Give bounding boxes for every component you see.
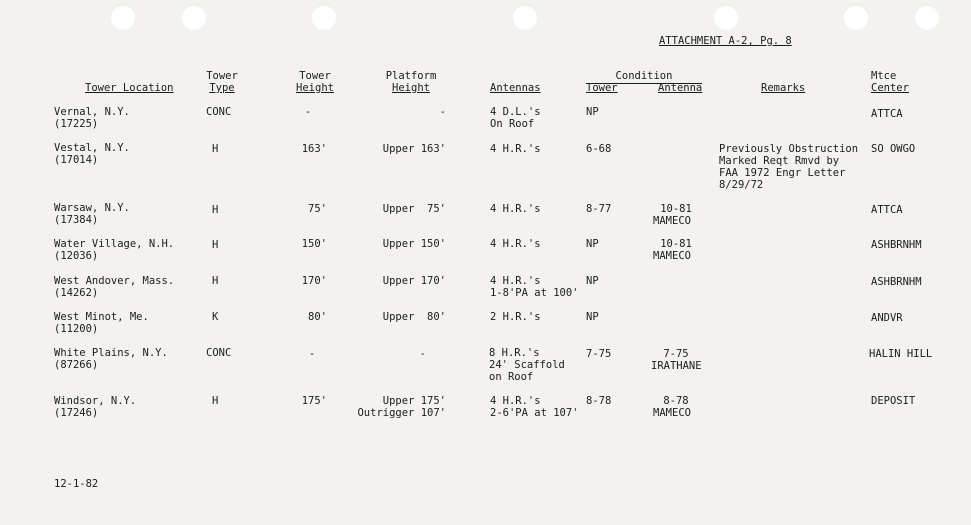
cell-location: Vestal, N.Y. xyxy=(54,142,130,154)
cell-condition-antenna: 10-81 xyxy=(660,203,692,215)
cell-condition-tower: 6-68 xyxy=(586,143,612,155)
punch-hole xyxy=(843,4,869,30)
header-condition-antenna: Antenna xyxy=(658,82,703,94)
cell-tower-height: 175' xyxy=(301,395,327,407)
cell-tower-height: 150' xyxy=(301,238,327,250)
cell-condition-antenna-line2: MAMECO xyxy=(653,215,691,227)
cell-mtce-center: ATTCA xyxy=(871,108,903,120)
cell-remarks-line4: 8/29/72 xyxy=(719,179,764,191)
cell-platform-height: Upper 163' xyxy=(382,143,446,155)
cell-tower-height: 80' xyxy=(308,311,327,323)
cell-tower-type: H xyxy=(212,204,219,216)
cell-location: Water Village, N.H. xyxy=(54,238,175,250)
cell-tower-height: 75' xyxy=(308,203,327,215)
cell-location: Vernal, N.Y. xyxy=(54,106,130,118)
cell-condition-tower: NP xyxy=(586,275,599,287)
cell-platform-height: Upper 75' xyxy=(382,203,446,215)
cell-antennas-line2: On Roof xyxy=(490,118,535,130)
cell-platform-height-line2: Outrigger 107' xyxy=(357,407,446,419)
cell-location-id: (87266) xyxy=(54,359,99,371)
punch-hole xyxy=(311,4,337,30)
cell-condition-tower: NP xyxy=(586,106,599,118)
cell-tower-height: - xyxy=(308,348,316,360)
cell-tower-type: CONC xyxy=(206,106,232,118)
cell-mtce-center: DEPOSIT xyxy=(871,395,916,407)
cell-location-id: (17384) xyxy=(54,214,99,226)
cell-antennas: 4 H.R.'s xyxy=(490,275,541,287)
header-tower-location: Tower Location xyxy=(85,82,174,94)
cell-antennas-line2: 24' Scaffold xyxy=(489,359,565,371)
cell-location-id: (11200) xyxy=(54,323,99,335)
cell-location-id: (17014) xyxy=(54,154,99,166)
cell-platform-height: Upper 170' xyxy=(382,275,446,287)
cell-tower-type: H xyxy=(212,275,219,287)
cell-condition-tower: 8-78 xyxy=(586,395,612,407)
cell-antennas-line3: on Roof xyxy=(489,371,534,383)
cell-antennas: 4 H.R.'s xyxy=(490,395,541,407)
cell-antennas: 4 H.R.'s xyxy=(490,143,541,155)
cell-platform-height: Upper 80' xyxy=(382,311,446,323)
cell-location: West Andover, Mass. xyxy=(54,275,175,287)
cell-tower-type: H xyxy=(212,395,219,407)
punch-hole xyxy=(512,4,538,30)
cell-condition-antenna: 10-81 xyxy=(660,238,692,250)
cell-antennas-line2: 1-8'PA at 100' xyxy=(490,287,579,299)
cell-condition-antenna: 8-78 xyxy=(663,395,689,407)
header-mtce-center-line1: Mtce xyxy=(871,70,897,82)
cell-mtce-center: ASHBRNHM xyxy=(871,276,922,288)
cell-antennas: 8 H.R.'s xyxy=(489,347,540,359)
header-condition-tower: Tower xyxy=(586,82,618,94)
header-tower-type-line2: Type xyxy=(209,82,235,94)
header-tower-height-line1: Tower xyxy=(299,70,331,82)
cell-condition-antenna-line2: MAMECO xyxy=(653,407,691,419)
header-remarks: Remarks xyxy=(761,82,806,94)
cell-condition-tower: NP xyxy=(586,238,599,250)
cell-tower-type: H xyxy=(212,143,219,155)
cell-condition-tower: NP xyxy=(586,311,599,323)
punch-hole xyxy=(713,4,739,30)
cell-remarks-line2: Marked Reqt Rmvd by xyxy=(719,155,840,167)
cell-platform-height: - xyxy=(419,348,426,360)
cell-platform-height: - xyxy=(439,106,446,118)
punch-hole xyxy=(110,4,136,30)
cell-mtce-center: ATTCA xyxy=(871,204,903,216)
cell-location: Warsaw, N.Y. xyxy=(54,202,130,214)
cell-location-id: (17225) xyxy=(54,118,99,130)
cell-antennas: 4 H.R.'s xyxy=(490,238,541,250)
cell-remarks: Previously Obstruction xyxy=(719,143,859,155)
cell-tower-height: - xyxy=(304,106,312,118)
cell-location-id: (14262) xyxy=(54,287,99,299)
cell-mtce-center: HALIN HILL xyxy=(869,348,933,360)
header-antennas: Antennas xyxy=(490,82,541,94)
header-tower-height-line2: Height xyxy=(296,82,334,94)
cell-location: White Plains, N.Y. xyxy=(54,347,168,359)
cell-location-id: (12036) xyxy=(54,250,99,262)
header-platform-height-line2: Height xyxy=(392,82,430,94)
footer-date: 12-1-82 xyxy=(54,478,99,490)
punch-hole xyxy=(181,4,207,30)
cell-location-id: (17246) xyxy=(54,407,99,419)
cell-platform-height: Upper 150' xyxy=(382,238,446,250)
cell-location: Windsor, N.Y. xyxy=(54,395,137,407)
cell-mtce-center: ANDVR xyxy=(871,312,903,324)
cell-tower-height: 163' xyxy=(301,143,327,155)
header-mtce-center-line2: Center xyxy=(871,82,909,94)
cell-antennas-line2: 2-6'PA at 107' xyxy=(490,407,579,419)
page-header: ATTACHMENT A-2, Pg. 8 xyxy=(659,35,792,47)
cell-antennas: 4 D.L.'s xyxy=(490,106,541,118)
cell-condition-tower: 8-77 xyxy=(586,203,612,215)
cell-condition-tower: 7-75 xyxy=(586,348,612,360)
header-tower-type-line1: Tower xyxy=(206,70,238,82)
cell-tower-height: 170' xyxy=(301,275,327,287)
cell-platform-height: Upper 175' xyxy=(382,395,446,407)
cell-mtce-center: SO OWGO xyxy=(871,143,916,155)
cell-remarks-line3: FAA 1972 Engr Letter xyxy=(719,167,846,179)
cell-condition-antenna-line2: IRATHANE xyxy=(651,360,702,372)
header-platform-height-line1: Platform xyxy=(385,70,437,82)
cell-antennas: 4 H.R.'s xyxy=(490,203,541,215)
cell-tower-type: K xyxy=(212,311,219,323)
cell-tower-type: H xyxy=(212,239,219,251)
cell-condition-antenna-line2: MAMECO xyxy=(653,250,691,262)
cell-location: West Minot, Me. xyxy=(54,311,149,323)
cell-tower-type: CONC xyxy=(206,347,232,359)
cell-mtce-center: ASHBRNHM xyxy=(871,239,922,251)
cell-antennas: 2 H.R.'s xyxy=(490,311,541,323)
cell-condition-antenna: 7-75 xyxy=(663,348,689,360)
punch-hole xyxy=(914,4,940,30)
header-condition: Condition xyxy=(615,70,673,82)
